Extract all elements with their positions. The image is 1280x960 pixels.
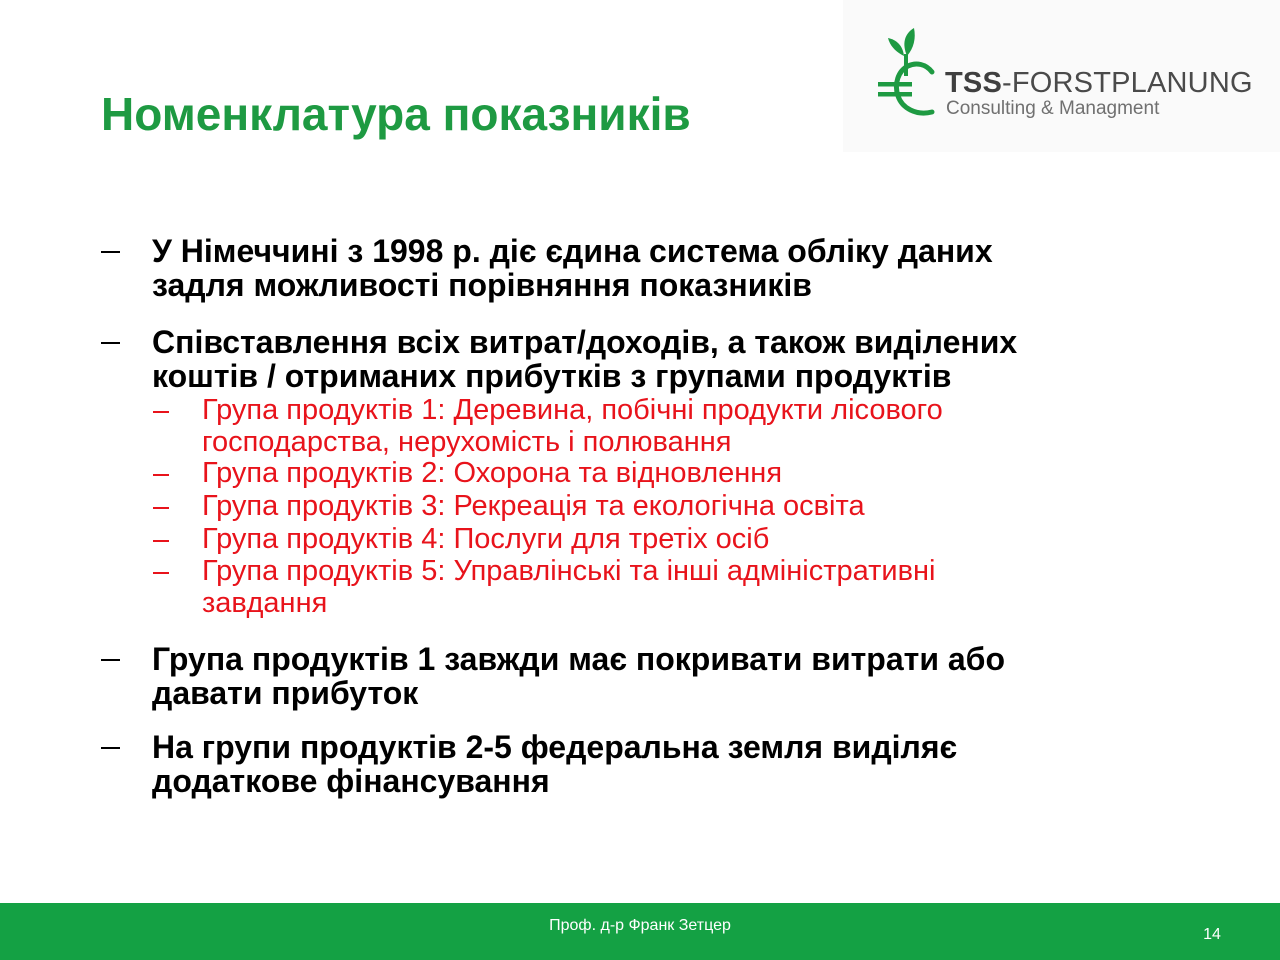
sub-bullet-dash	[153, 411, 169, 413]
bullet-dash	[101, 342, 120, 344]
sub-bullet-item	[202, 555, 1102, 619]
logo-brand	[945, 66, 1253, 100]
bullet-dash	[101, 747, 120, 749]
sub-bullet-item	[202, 457, 1102, 489]
sub-bullet-text-line: Група продуктів 3: Рекреація та екологічна освіта	[202, 490, 865, 522]
sub-bullet-text-line: завдання	[202, 587, 328, 619]
footer-bar	[0, 903, 1280, 960]
bullet-text-line: задля можливості порівняння показників	[152, 267, 812, 303]
bullet-text-line: додаткове фінансування	[152, 763, 550, 799]
bullet-item	[152, 234, 1142, 302]
logo-brand-rest: -FORSTPLANUNG	[1002, 67, 1253, 99]
bullet-text-line: У Німеччині з 1998 р. діє єдина система обліку даних	[152, 233, 993, 269]
sub-bullet-item	[202, 394, 1102, 458]
sub-bullet-text-line: Група продуктів 1: Деревина, побічні продукти лісового	[202, 394, 943, 426]
page-number: 14	[1203, 926, 1221, 943]
bullet-item	[152, 325, 1142, 393]
euro-sprout-logo-icon	[874, 26, 938, 126]
bullet-dash	[101, 659, 120, 661]
bullet-text-line: коштів / отриманих прибутків з групами продуктів	[152, 358, 952, 394]
page-title: Номенклатура показників	[101, 88, 691, 140]
sub-bullet-text-line: господарства, нерухомість і полювання	[202, 426, 732, 458]
sub-bullet-dash	[153, 474, 169, 476]
logo-tagline: Consulting & Managment	[946, 98, 1160, 119]
sub-bullet-text-line: Група продуктів 5: Управлінські та інші адміністративні	[202, 555, 936, 587]
sub-bullet-dash	[153, 540, 169, 542]
bullet-text-line: Співставлення всіх витрат/доходів, а також виділених	[152, 324, 1018, 360]
sub-bullet-dash	[153, 507, 169, 509]
sub-bullet-item	[202, 523, 1102, 555]
bullet-item	[152, 642, 1142, 710]
sub-bullet-item	[202, 490, 1102, 522]
bullet-dash	[101, 251, 120, 253]
logo-brand-bold: TSS	[945, 67, 1002, 99]
bullet-text-line: Група продуктів 1 завжди має покривати витрати або	[152, 641, 1005, 677]
bullet-item	[152, 730, 1142, 798]
sub-bullet-dash	[153, 572, 169, 574]
bullet-text-line: На групи продуктів 2-5 федеральна земля виділяє	[152, 729, 958, 765]
sub-bullet-text-line: Група продуктів 4: Послуги для третіх осіб	[202, 523, 770, 555]
bullet-text-line: давати прибуток	[152, 675, 419, 711]
sub-bullet-text-line: Група продуктів 2: Охорона та відновлення	[202, 457, 783, 489]
footer-author: Проф. д-р Франк Зетцер	[549, 917, 731, 934]
